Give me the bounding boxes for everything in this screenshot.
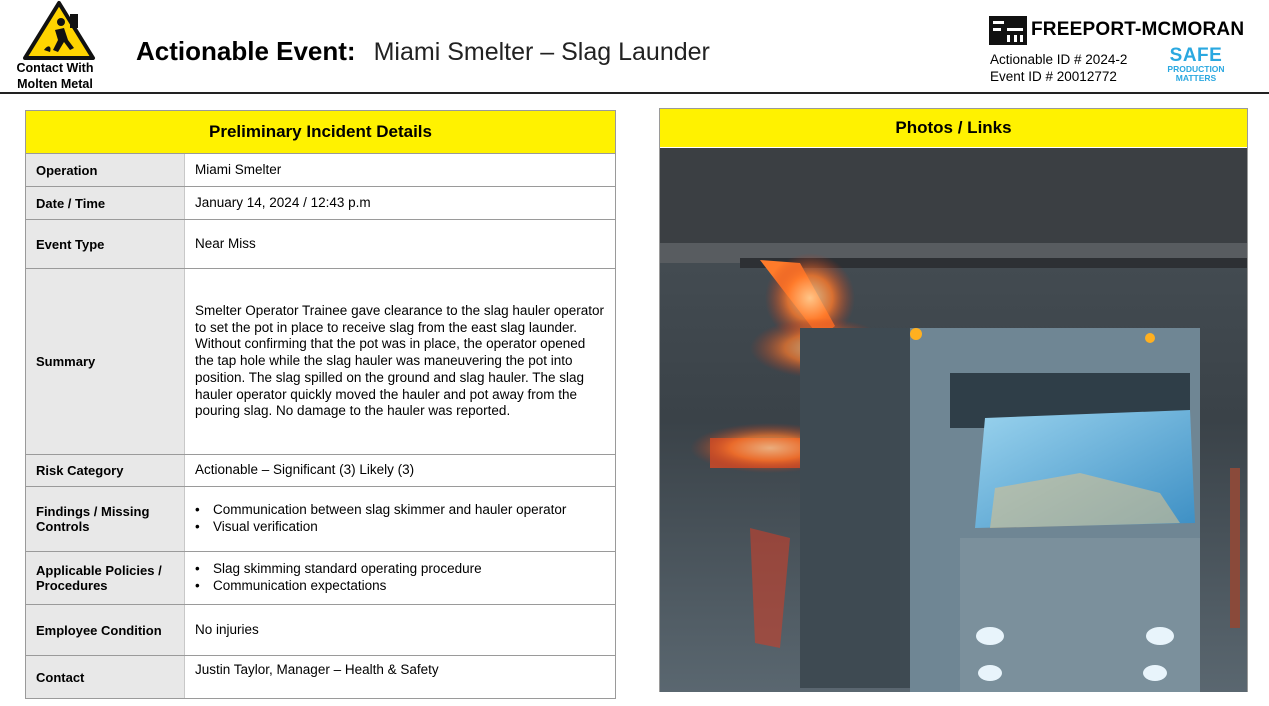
summary-label: Summary xyxy=(26,269,185,454)
safe-production-logo xyxy=(1163,47,1229,83)
contact-value: Justin Taylor, Manager – Health & Safety xyxy=(195,662,439,677)
hazard-label xyxy=(0,60,110,92)
policies-label-line-2: Procedures xyxy=(36,578,108,593)
findings-label-line-1: Findings / Missing xyxy=(36,504,150,519)
company-logo xyxy=(989,16,1245,46)
company-name: FREEPORT-MCMORAN xyxy=(1031,19,1245,40)
row-event-type xyxy=(26,220,615,269)
incident-details-table xyxy=(25,110,616,699)
event-id: Event ID # 20012772 xyxy=(990,69,1117,84)
operation-label: Operation xyxy=(26,154,185,186)
list-item: • Visual verification xyxy=(203,519,566,536)
page-title xyxy=(136,36,710,67)
actionable-id: Actionable ID # 2024-2 xyxy=(990,52,1128,67)
row-policies xyxy=(26,552,615,605)
risk-label: Risk Category xyxy=(26,455,185,486)
row-contact xyxy=(26,656,615,698)
findings-list xyxy=(195,502,566,536)
production-text: PRODUCTION xyxy=(1167,64,1225,74)
datetime-label: Date / Time xyxy=(26,187,185,219)
molten-metal-hazard-icon xyxy=(22,0,96,62)
list-item: • Communication expectations xyxy=(203,578,482,595)
row-datetime xyxy=(26,187,615,220)
findings-label xyxy=(26,487,185,551)
summary-value: Smelter Operator Trainee gave clearance to the slag hauler operator to set the pot in place to receive slag from the east slag launder. Without confirming that the pot was in place, the operator opened the tap hole while the slag hauler was maneuvering the pot into position. The slag spilled on the ground and slag hauler. The slag hauler operator quickly moved the hauler and pot away from the pouring slag. No damage to the hauler was reported. xyxy=(195,302,604,419)
row-risk xyxy=(26,455,615,487)
list-item: • Slag skimming standard operating procedure xyxy=(203,561,482,578)
eventtype-value: Near Miss xyxy=(195,235,256,251)
safe-text: SAFE xyxy=(1169,45,1223,66)
contact-label: Contact xyxy=(26,656,185,698)
photos-heading: Photos / Links xyxy=(660,109,1247,147)
photos-panel xyxy=(659,108,1248,692)
header-divider xyxy=(0,92,1269,94)
row-employee xyxy=(26,605,615,656)
employee-value: No injuries xyxy=(195,621,259,637)
list-item: • Communication between slag skimmer and hauler operator xyxy=(203,502,566,519)
policies-list xyxy=(195,561,482,595)
title-prefix: Actionable Event: xyxy=(136,36,356,66)
policies-label xyxy=(26,552,185,604)
findings-value xyxy=(185,487,615,551)
freeport-logo-icon xyxy=(989,16,1027,45)
row-summary xyxy=(26,269,615,455)
event-ids xyxy=(990,51,1127,85)
risk-value: Actionable – Significant (3) Likely (3) xyxy=(195,462,415,478)
hazard-label-line-1: Contact With xyxy=(16,61,94,75)
title-subject: Miami Smelter – Slag Launder xyxy=(373,38,710,66)
employee-label: Employee Condition xyxy=(26,605,185,655)
eventtype-label: Event Type xyxy=(26,220,185,268)
hazard-label-line-2: Molten Metal xyxy=(17,77,93,91)
row-operation xyxy=(26,154,615,187)
operation-value: Miami Smelter xyxy=(195,161,282,177)
policies-value xyxy=(185,552,615,604)
findings-label-line-2: Controls xyxy=(36,519,90,534)
details-heading: Preliminary Incident Details xyxy=(26,111,615,154)
datetime-value: January 14, 2024 / 12:43 p.m xyxy=(195,194,371,210)
row-findings xyxy=(26,487,615,552)
incident-photo xyxy=(660,148,1247,692)
matters-text: MATTERS xyxy=(1175,73,1217,83)
policies-label-line-1: Applicable Policies / xyxy=(36,563,162,578)
